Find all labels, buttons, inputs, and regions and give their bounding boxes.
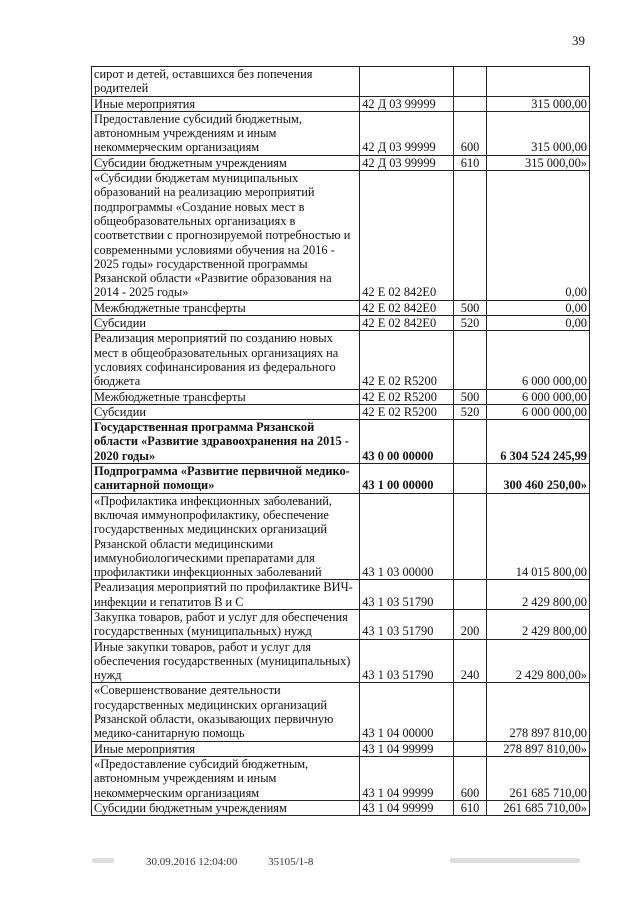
row-name-cell: Межбюджетные трансферты [92, 389, 360, 404]
row-code-cell: 43 0 00 00000 [360, 420, 454, 464]
budget-table [91, 66, 590, 816]
table-row [92, 800, 590, 815]
row-name-cell: Государственная программа Рязанской области «Развитие здравоохранения на 2015 - 2020 годы» [92, 420, 360, 464]
row-name-cell: Субсидии бюджетным учреждениям [92, 800, 360, 815]
row-expense-type-cell: 610 [454, 800, 487, 815]
row-name-cell: «Предоставление субсидий бюджетным, автономным учреждениям и иным некоммерческим организациям [92, 756, 360, 800]
table-row [92, 404, 590, 419]
row-amount-cell: 261 685 710,00» [487, 800, 590, 815]
row-code-cell: 43 1 03 51790 [360, 609, 454, 639]
row-expense-type-cell: 520 [454, 316, 487, 331]
row-code-cell: 42 Е 02 R5200 [360, 404, 454, 419]
row-expense-type-cell [454, 580, 487, 610]
row-expense-type-cell: 610 [454, 155, 487, 170]
table-row [92, 580, 590, 610]
row-code-cell: 42 Е 02 842Е0 [360, 171, 454, 301]
row-code-cell: 42 Е 02 842Е0 [360, 300, 454, 315]
table-row [92, 683, 590, 741]
row-amount-cell: 2 429 800,00» [487, 639, 590, 683]
table-row [92, 493, 590, 580]
row-code-cell [360, 67, 454, 97]
table-row [92, 756, 590, 800]
row-expense-type-cell [454, 741, 487, 756]
row-expense-type-cell [454, 171, 487, 301]
table-row [92, 300, 590, 315]
row-code-cell: 42 Е 02 R5200 [360, 389, 454, 404]
footer-right-smudge [450, 858, 580, 863]
row-expense-type-cell [454, 67, 487, 97]
row-code-cell: 42 Д 03 99999 [360, 96, 454, 111]
row-code-cell: 43 1 03 00000 [360, 493, 454, 580]
row-code-cell: 42 Д 03 99999 [360, 155, 454, 170]
row-expense-type-cell: 240 [454, 639, 487, 683]
footer [146, 856, 341, 868]
row-amount-cell: 2 429 800,00 [487, 609, 590, 639]
table-row [92, 464, 590, 494]
table-row [92, 420, 590, 464]
budget-table-body [92, 67, 590, 816]
row-expense-type-cell [454, 96, 487, 111]
row-code-cell: 43 1 03 51790 [360, 580, 454, 610]
row-name-cell: Субсидии [92, 316, 360, 331]
table-row [92, 155, 590, 170]
row-name-cell: Закупка товаров, работ и услуг для обеспечения государственных (муниципальных) нужд [92, 609, 360, 639]
table-row [92, 111, 590, 155]
row-code-cell: 42 Д 03 99999 [360, 111, 454, 155]
row-name-cell: сирот и детей, оставшихся без попечения родителей [92, 67, 360, 97]
row-expense-type-cell [454, 420, 487, 464]
row-name-cell: Реализация мероприятий по профилактике ВИЧ-инфекции и гепатитов В и С [92, 580, 360, 610]
row-amount-cell: 6 304 524 245,99 [487, 420, 590, 464]
footer-timestamp: 30.09.2016 12:04:00 [146, 856, 238, 868]
row-code-cell: 43 1 03 51790 [360, 639, 454, 683]
row-amount-cell: 315 000,00» [487, 155, 590, 170]
table-row [92, 67, 590, 97]
row-name-cell: Иные мероприятия [92, 741, 360, 756]
row-name-cell: Иные мероприятия [92, 96, 360, 111]
row-code-cell: 43 1 04 99999 [360, 741, 454, 756]
row-name-cell: Субсидии [92, 404, 360, 419]
row-expense-type-cell [454, 331, 487, 389]
row-name-cell: Субсидии бюджетным учреждениям [92, 155, 360, 170]
row-expense-type-cell [454, 493, 487, 580]
table-row [92, 639, 590, 683]
row-name-cell: Иные закупки товаров, работ и услуг для обеспечения государственных (муниципальных) нужд [92, 639, 360, 683]
table-row [92, 609, 590, 639]
footer-left-smudge [92, 858, 114, 863]
row-amount-cell: 261 685 710,00 [487, 756, 590, 800]
row-expense-type-cell: 500 [454, 300, 487, 315]
row-amount-cell: 278 897 810,00» [487, 741, 590, 756]
row-amount-cell: 2 429 800,00 [487, 580, 590, 610]
row-amount-cell [487, 67, 590, 97]
row-amount-cell: 300 460 250,00» [487, 464, 590, 494]
row-code-cell: 42 Е 02 842Е0 [360, 316, 454, 331]
row-amount-cell: 6 000 000,00 [487, 389, 590, 404]
table-row [92, 741, 590, 756]
row-expense-type-cell [454, 683, 487, 741]
row-amount-cell: 6 000 000,00 [487, 404, 590, 419]
row-name-cell: Реализация мероприятий по созданию новых мест в общеобразовательных организациях на условиях софинансирования из федерального бюджета [92, 331, 360, 389]
row-amount-cell: 14 015 800,00 [487, 493, 590, 580]
row-code-cell: 43 1 00 00000 [360, 464, 454, 494]
table-row [92, 316, 590, 331]
table-row [92, 389, 590, 404]
row-expense-type-cell: 500 [454, 389, 487, 404]
row-amount-cell: 315 000,00 [487, 96, 590, 111]
row-code-cell: 43 1 04 00000 [360, 683, 454, 741]
row-amount-cell: 0,00 [487, 316, 590, 331]
page-number: 39 [572, 33, 585, 48]
row-amount-cell: 6 000 000,00 [487, 331, 590, 389]
row-name-cell: «Совершенствование деятельности государственных медицинских организаций Рязанской области, оказывающих первичную медико-санитарную помощь [92, 683, 360, 741]
row-expense-type-cell: 520 [454, 404, 487, 419]
row-name-cell: Подпрограмма «Развитие первичной медико-санитарной помощи» [92, 464, 360, 494]
row-name-cell: «Субсидии бюджетам муниципальных образований на реализацию мероприятий подпрограммы «Создание новых мест в общеобразовательных организациях в соответствии с прогнозируемой потребностью и современными условиями обучения на 2016 - 2025 годы» государственной программы Рязанской области «Развитие образования на 2014 - 2025 годы» [92, 171, 360, 301]
footer-doc-code: 35105/1-8 [268, 856, 314, 868]
row-code-cell: 43 1 04 99999 [360, 756, 454, 800]
row-code-cell: 42 Е 02 R5200 [360, 331, 454, 389]
row-expense-type-cell: 600 [454, 756, 487, 800]
row-name-cell: Межбюджетные трансферты [92, 300, 360, 315]
row-amount-cell: 315 000,00 [487, 111, 590, 155]
row-expense-type-cell: 600 [454, 111, 487, 155]
row-amount-cell: 0,00 [487, 300, 590, 315]
row-expense-type-cell: 200 [454, 609, 487, 639]
table-row [92, 171, 590, 301]
row-expense-type-cell [454, 464, 487, 494]
row-amount-cell: 0,00 [487, 171, 590, 301]
row-name-cell: Предоставление субсидий бюджетным, автономным учреждениям и иным некоммерческим организациям [92, 111, 360, 155]
row-amount-cell: 278 897 810,00 [487, 683, 590, 741]
table-row [92, 331, 590, 389]
row-name-cell: «Профилактика инфекционных заболеваний, включая иммунопрофилактику, обеспечение государственных медицинских организаций Рязанской области медицинскими иммунобиологическими препаратами для профилактики инфекционных заболеваний [92, 493, 360, 580]
row-code-cell: 43 1 04 99999 [360, 800, 454, 815]
table-row [92, 96, 590, 111]
